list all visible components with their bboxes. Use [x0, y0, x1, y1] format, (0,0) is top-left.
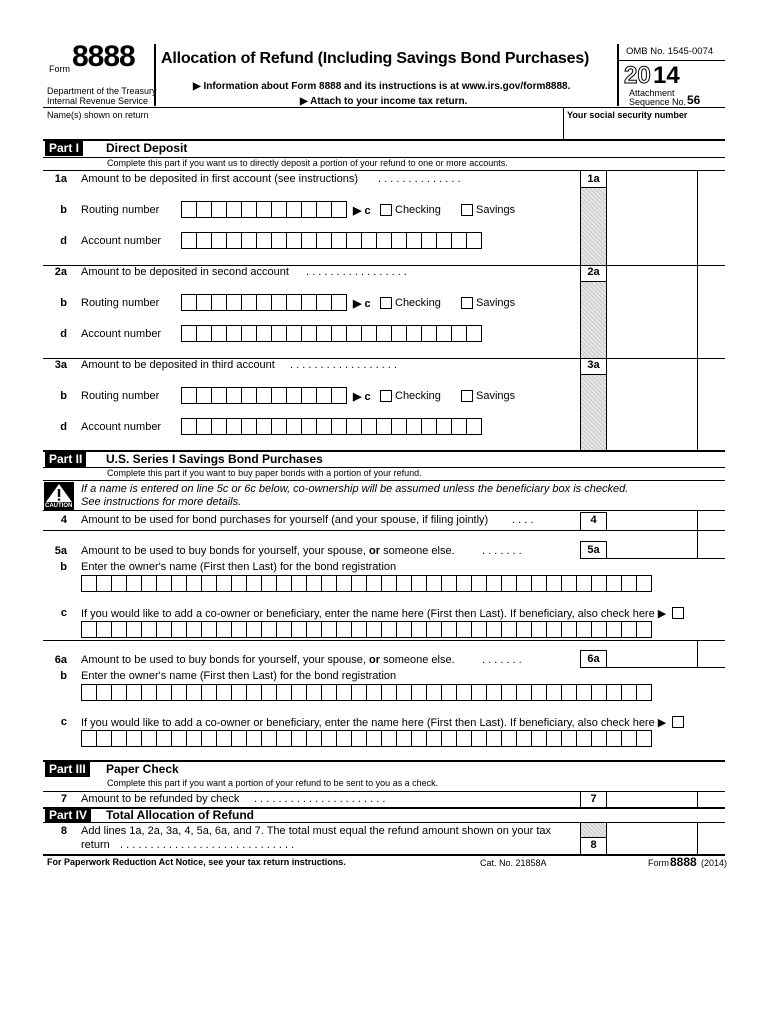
- part1-badge: Part I: [45, 141, 83, 156]
- names-input[interactable]: [47, 122, 557, 136]
- footer-form-year: (2014): [701, 858, 728, 868]
- line-number: 5a: [54, 545, 67, 557]
- line5a-or: or: [369, 545, 381, 557]
- line6a-or: or: [369, 654, 381, 666]
- coowner-name-cells-6c[interactable]: [81, 730, 652, 747]
- leader-dots: . . . . . . . . . . . . . .: [378, 173, 461, 185]
- savings-checkbox[interactable]: [461, 390, 473, 402]
- part2-title: U.S. Series I Savings Bond Purchases: [106, 452, 323, 466]
- type-letter: ▶ c: [353, 391, 371, 403]
- line-box-label: 5a: [587, 544, 600, 556]
- line-number: 4: [60, 514, 67, 526]
- owner-name-cells-6b[interactable]: [81, 684, 652, 701]
- leader-dots: . . . . . . . . . . . . . . . . . . . . . .: [254, 793, 386, 805]
- line-letter: d: [60, 421, 67, 433]
- checking-label: Checking: [395, 297, 441, 309]
- amount-input-2a[interactable]: [609, 266, 695, 281]
- part4-title: Total Allocation of Refund: [106, 808, 254, 822]
- line6a-label-pre: Amount to be used to buy bonds for yourself, your spouse,: [81, 654, 370, 666]
- line-letter: b: [60, 561, 67, 573]
- attachment-label: Attachment: [629, 88, 675, 98]
- savings-checkbox[interactable]: [461, 204, 473, 216]
- account-label: Account number: [81, 235, 162, 247]
- routing-number-cells[interactable]: [181, 201, 347, 218]
- caution-text-2: See instructions for more details.: [81, 496, 242, 508]
- header-divider-left: [154, 44, 156, 106]
- line-number: 7: [60, 793, 67, 805]
- line-number: 1a: [54, 173, 67, 185]
- part3-title: Paper Check: [106, 762, 179, 776]
- savings-label: Savings: [476, 204, 516, 216]
- line-box-label: 7: [590, 793, 597, 805]
- routing-number-cells[interactable]: [181, 294, 347, 311]
- savings-label: Savings: [476, 297, 516, 309]
- line-letter: d: [60, 328, 67, 340]
- part1-instructions: Complete this part if you want us to directly deposit a portion of your refund to one or more accounts.: [107, 158, 508, 168]
- leader-dots: . . . . . . .: [482, 654, 522, 666]
- form-number: 8888: [72, 40, 135, 73]
- line-box-label: 6a: [587, 653, 600, 665]
- ssn-input[interactable]: [567, 122, 717, 136]
- account-label: Account number: [81, 328, 162, 340]
- savings-checkbox[interactable]: [461, 297, 473, 309]
- line-letter: d: [60, 235, 67, 247]
- amount-input-7[interactable]: [609, 792, 695, 806]
- type-letter: ▶ c: [353, 298, 371, 310]
- leader-dots: . . . . . . . . . . . . . . . . .: [306, 266, 407, 278]
- line-number: 6a: [54, 654, 67, 666]
- attach-line: ▶ Attach to your income tax return.: [300, 96, 468, 107]
- line5c-label: If you would like to add a co-owner or beneficiary, enter the name here (First then Last). If beneficiary, also check here ▶: [81, 608, 667, 620]
- line6a-label-post: someone else.: [380, 654, 455, 666]
- amount-input-6a[interactable]: [609, 652, 695, 666]
- line-letter: b: [60, 297, 67, 309]
- sequence-number: 56: [687, 93, 701, 107]
- line-box-label: 8: [590, 839, 597, 851]
- amount-input-1a[interactable]: [609, 172, 695, 187]
- dept-line-2: Internal Revenue Service: [47, 96, 149, 106]
- account-number-cells[interactable]: [181, 232, 482, 249]
- line-box-label: 2a: [587, 266, 600, 278]
- savings-label: Savings: [476, 390, 516, 402]
- checking-label: Checking: [395, 390, 441, 402]
- amount-input-8[interactable]: [609, 838, 695, 852]
- line5a-label: [81, 545, 455, 557]
- line-letter: c: [60, 607, 67, 619]
- checking-checkbox[interactable]: [380, 390, 392, 402]
- line-letter: b: [60, 204, 67, 216]
- omb-number: OMB No. 1545-0074: [626, 46, 714, 57]
- line-letter: b: [60, 390, 67, 402]
- line-number: 8: [60, 825, 67, 837]
- line6b-label: Enter the owner's name (First then Last) for the bond registration: [81, 670, 397, 682]
- type-letter: ▶ c: [353, 205, 371, 217]
- amount-input-4[interactable]: [609, 513, 695, 528]
- line-letter: b: [60, 670, 67, 682]
- line5a-label-post: someone else.: [380, 545, 455, 557]
- part3-badge: Part III: [45, 762, 90, 777]
- amount-input-3a[interactable]: [609, 359, 695, 374]
- line5b-label: Enter the owner's name (First then Last) for the bond registration: [81, 561, 397, 573]
- leader-dots: . . . . . . .: [482, 545, 522, 557]
- line-number: 2a: [54, 266, 67, 278]
- names-label: Name(s) shown on return: [47, 110, 149, 120]
- coowner-name-cells-5c[interactable]: [81, 621, 652, 638]
- part1-title: Direct Deposit: [106, 141, 188, 155]
- line-label: Amount to be deposited in second account: [81, 266, 289, 278]
- line-letter: c: [60, 716, 67, 728]
- paperwork-notice: For Paperwork Reduction Act Notice, see your tax return instructions.: [47, 857, 346, 867]
- account-number-cells[interactable]: [181, 418, 482, 435]
- line8-label-1: Add lines 1a, 2a, 3a, 4, 5a, 6a, and 7. The total must equal the refund amount shown on your tax: [81, 825, 552, 837]
- part4-badge: Part IV: [45, 808, 91, 823]
- line8-label-2: return: [81, 839, 110, 851]
- checking-checkbox[interactable]: [380, 297, 392, 309]
- catalog-number: Cat. No. 21858A: [480, 858, 547, 868]
- leader-dots: . . . . . . . . . . . . . . . . . .: [290, 359, 397, 371]
- line6c-label: If you would like to add a co-owner or beneficiary, enter the name here (First then Last). If beneficiary, also check here ▶: [81, 717, 667, 729]
- line-box-label: 3a: [587, 359, 600, 371]
- footer-form-label: Form: [648, 858, 669, 868]
- part2-instructions: Complete this part if you want to buy paper bonds with a portion of your refund.: [107, 468, 422, 478]
- account-label: Account number: [81, 421, 162, 433]
- ssn-label: Your social security number: [567, 110, 688, 120]
- line-label: Amount to be deposited in third account: [81, 359, 275, 371]
- routing-number-cells[interactable]: [181, 387, 347, 404]
- caution-word: CAUTION: [45, 503, 73, 509]
- info-line: ▶ Information about Form 8888 and its instructions is at www.irs.gov/form8888.: [193, 81, 571, 92]
- part3-instructions: Complete this part if you want a portion of your refund to be sent to you as a check.: [107, 778, 439, 788]
- line6a-label: [81, 654, 455, 666]
- tax-year-outline: 20: [624, 62, 651, 89]
- beneficiary-checkbox-6c[interactable]: [672, 716, 684, 728]
- caution-text-1: If a name is entered on line 5c or 6c below, co-ownership will be assumed unless the beneficiary box is checked.: [81, 483, 629, 495]
- caution-icon: [44, 482, 74, 510]
- header-divider-right: [617, 44, 619, 106]
- dept-line-1: Department of the Treasury: [47, 86, 157, 96]
- tax-year-bold: 14: [653, 62, 680, 89]
- checking-label: Checking: [395, 204, 441, 216]
- sequence-label: Sequence No.: [629, 97, 687, 107]
- leader-dots: . . . .: [512, 514, 534, 526]
- checking-checkbox[interactable]: [380, 204, 392, 216]
- footer-form-number: 8888: [670, 855, 697, 869]
- owner-name-cells-5b[interactable]: [81, 575, 652, 592]
- form-label: Form: [49, 64, 70, 74]
- form-title: Allocation of Refund (Including Savings Bond Purchases): [161, 50, 590, 67]
- part2-badge: Part II: [45, 452, 86, 467]
- amount-input-5a[interactable]: [609, 543, 695, 557]
- routing-label: Routing number: [81, 204, 160, 216]
- leader-dots: . . . . . . . . . . . . . . . . . . . . . . . . . . . . .: [120, 839, 295, 851]
- line-box-label: 1a: [587, 173, 600, 185]
- line4-label: Amount to be used for bond purchases for yourself (and your spouse, if filing jointly): [81, 514, 489, 526]
- routing-label: Routing number: [81, 297, 160, 309]
- line-number: 3a: [54, 359, 67, 371]
- line-box-label: 4: [590, 514, 597, 526]
- line5a-label-pre: Amount to be used to buy bonds for yourself, your spouse,: [81, 545, 370, 557]
- line-label: Amount to be deposited in first account (see instructions): [81, 173, 358, 185]
- account-number-cells[interactable]: [181, 325, 482, 342]
- line7-label: Amount to be refunded by check: [81, 793, 240, 805]
- routing-label: Routing number: [81, 390, 160, 402]
- beneficiary-checkbox-5c[interactable]: [672, 607, 684, 619]
